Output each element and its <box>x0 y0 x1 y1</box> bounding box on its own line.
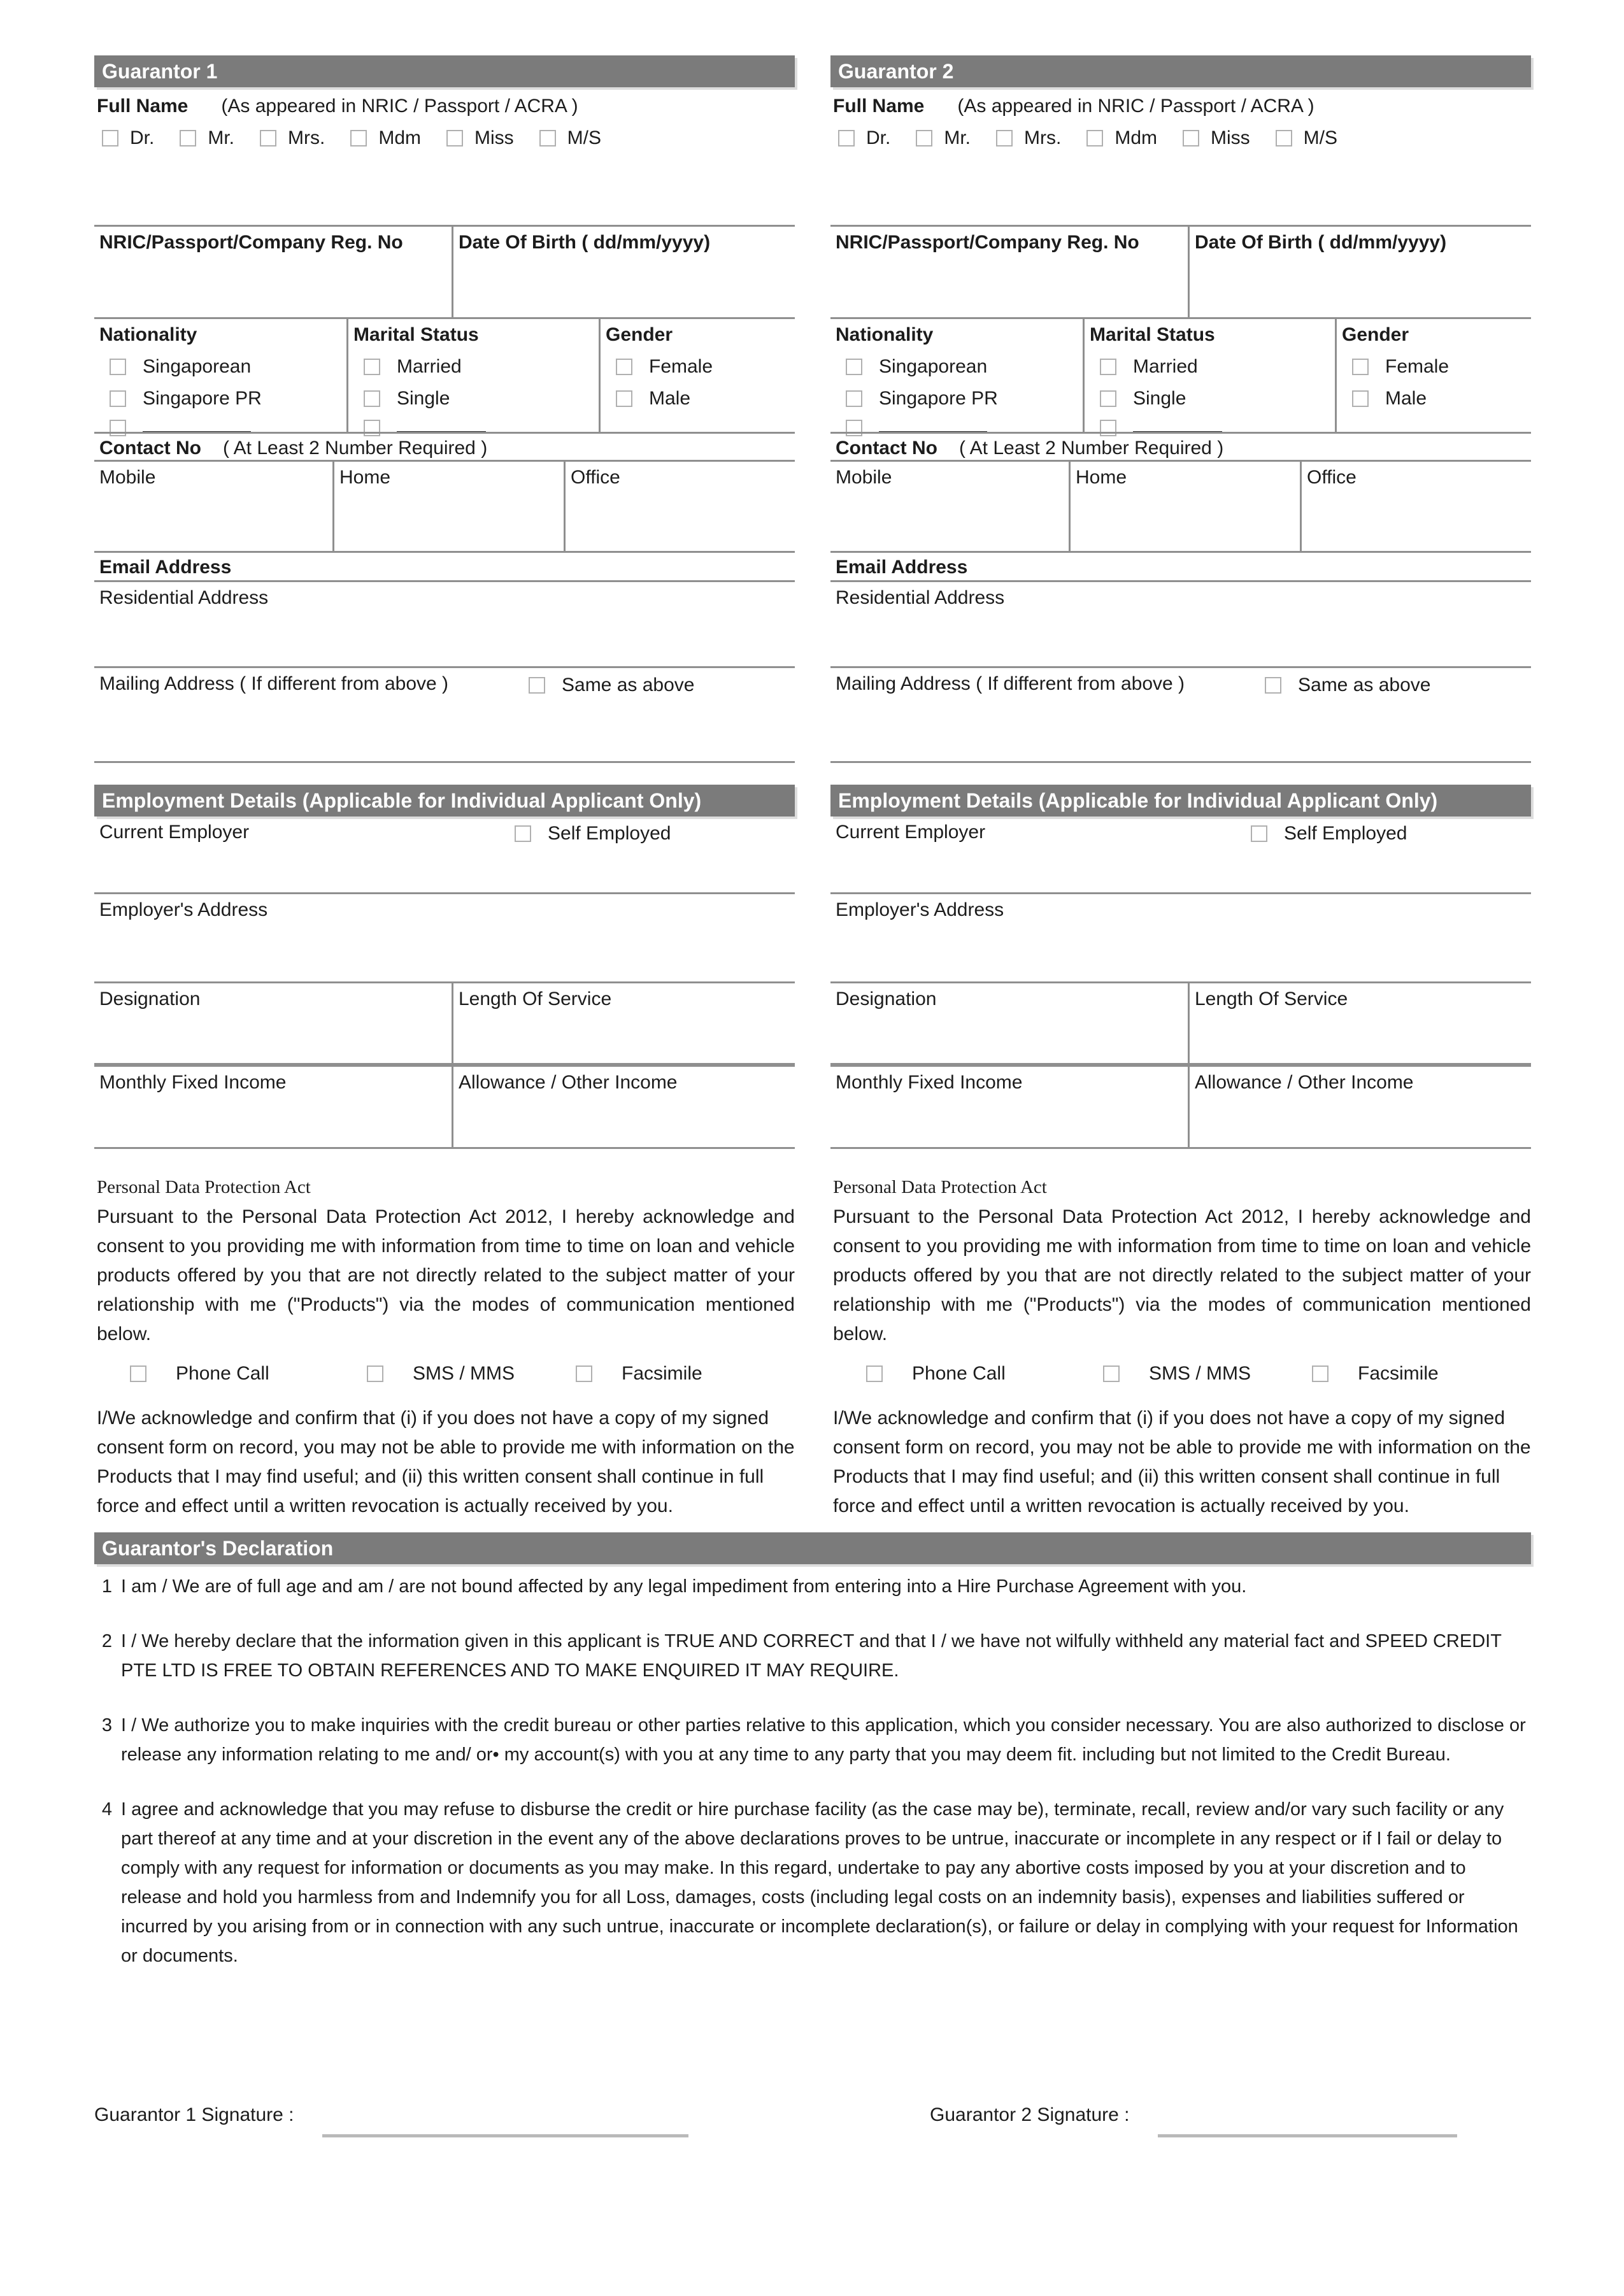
employer-address-input-area[interactable] <box>94 894 795 983</box>
current-employer-input-area[interactable] <box>830 816 1531 894</box>
gender-label: Gender <box>606 324 673 345</box>
title-mrs-label: Mrs. <box>288 127 325 148</box>
marital-married-label: Married <box>397 356 462 377</box>
title-dr-label: Dr. <box>130 127 155 148</box>
dob-label: Date Of Birth ( dd/mm/yyyy) <box>459 232 711 253</box>
sms-mms-checkbox[interactable] <box>1103 1365 1120 1382</box>
length-of-service-input-area[interactable] <box>1188 983 1531 1063</box>
nric-input-area[interactable] <box>830 227 1188 317</box>
gender-cell <box>1335 319 1531 432</box>
phone-call-label: Phone Call <box>912 1363 1006 1384</box>
contact-no-hint: ( At Least 2 Number Required ) <box>959 438 1224 459</box>
pdpa-paragraph-1: Pursuant to the Personal Data Protection Act 2012, I hereby acknowledge and consent to you providing me with information from time to time on loan and vehicle products offered by you that are not directly related to the subject matter of your relationship with me ("Products") via the modes of communication mentioned below. <box>97 1206 795 1344</box>
guarantor-1-signature-block <box>94 2104 813 2126</box>
marital-single-checkbox[interactable] <box>1100 390 1116 407</box>
guarantor-2-signature-block <box>813 2104 1531 2126</box>
title-mr-label: Mr. <box>944 127 971 148</box>
facsimile-checkbox[interactable] <box>576 1365 592 1382</box>
length-of-service-label: Length Of Service <box>459 988 612 1009</box>
title-mrs-checkbox[interactable] <box>996 130 1013 146</box>
nationality-pr-checkbox[interactable] <box>846 390 862 407</box>
mobile-label: Mobile <box>836 467 892 488</box>
full-name-input-area[interactable] <box>94 155 795 225</box>
mailing-address-input-area[interactable] <box>830 666 1531 763</box>
designation-label: Designation <box>836 988 937 1009</box>
pdpa-paragraph-2: I/We acknowledge and confirm that (i) if you does not have a copy of my signed consent form on record, you may not be able to provide me with information on the Products that I may find useful; and (ii) this written consent shall continue in full force and effect until a written revocation is actually received by you. <box>97 1408 795 1516</box>
title-options-row <box>94 122 795 155</box>
residential-address-label: Residential Address <box>99 587 269 608</box>
nationality-singaporean-label: Singaporean <box>879 356 988 377</box>
guarantor-1-header: Guarantor 1 <box>94 55 795 87</box>
current-employer-input-area[interactable] <box>94 816 795 894</box>
length-of-service-input-area[interactable] <box>452 983 795 1063</box>
title-mr-checkbox[interactable] <box>916 130 932 146</box>
title-mdm-checkbox[interactable] <box>350 130 367 146</box>
full-name-input-area[interactable] <box>830 155 1531 225</box>
marital-married-label: Married <box>1133 356 1198 377</box>
current-employer-label: Current Employer <box>836 822 986 843</box>
guarantor-2-header: Guarantor 2 <box>830 55 1531 87</box>
title-mdm-checkbox[interactable] <box>1086 130 1103 146</box>
office-input-area[interactable] <box>1300 462 1531 551</box>
marital-status-label: Marital Status <box>1090 324 1215 345</box>
title-miss-checkbox[interactable] <box>446 130 463 146</box>
declaration-item-number: 1 <box>101 1576 112 1597</box>
pdpa-channels-row <box>830 1360 1531 1387</box>
designation-input-area[interactable] <box>830 983 1188 1063</box>
monthly-income-label: Monthly Fixed Income <box>836 1072 1023 1093</box>
marital-married-checkbox[interactable] <box>364 359 380 375</box>
nric-input-area[interactable] <box>94 227 452 317</box>
self-employed-label: Self Employed <box>548 823 671 844</box>
mailing-address-input-area[interactable] <box>94 666 795 763</box>
title-mdm-label: Mdm <box>1115 127 1158 148</box>
title-miss-checkbox[interactable] <box>1183 130 1199 146</box>
full-name-label: Full Name <box>833 96 925 117</box>
declaration-section <box>94 1532 1531 1971</box>
declaration-item <box>94 1795 1531 1971</box>
home-label: Home <box>1076 467 1127 488</box>
designation-label: Designation <box>99 988 201 1009</box>
office-input-area[interactable] <box>564 462 795 551</box>
title-miss-label: Miss <box>1211 127 1250 148</box>
monthly-income-input-area[interactable] <box>94 1067 452 1147</box>
title-dr-label: Dr. <box>866 127 891 148</box>
residential-address-input-area[interactable] <box>94 580 795 666</box>
facsimile-label: Facsimile <box>1358 1363 1439 1384</box>
gender-female-checkbox[interactable] <box>616 359 632 375</box>
marital-status-label: Marital Status <box>353 324 479 345</box>
gender-female-checkbox[interactable] <box>1352 359 1369 375</box>
nationality-singaporean-checkbox[interactable] <box>846 359 862 375</box>
nric-label: NRIC/Passport/Company Reg. No <box>836 232 1139 253</box>
employer-address-label: Employer's Address <box>99 899 268 920</box>
sms-mms-checkbox[interactable] <box>367 1365 383 1382</box>
sms-mms-label: SMS / MMS <box>1149 1363 1251 1384</box>
declaration-item-number: 3 <box>101 1715 112 1736</box>
gender-label: Gender <box>1342 324 1409 345</box>
same-as-above-label: Same as above <box>562 674 695 695</box>
guarantor-2-signature-line[interactable] <box>1158 2134 1457 2137</box>
nationality-singaporean-label: Singaporean <box>143 356 252 377</box>
title-miss-label: Miss <box>474 127 514 148</box>
nationality-pr-checkbox[interactable] <box>110 390 126 407</box>
designation-input-area[interactable] <box>94 983 452 1063</box>
title-mr-checkbox[interactable] <box>180 130 196 146</box>
title-ms-checkbox[interactable] <box>539 130 556 146</box>
full-name-hint: (As appeared in NRIC / Passport / ACRA ) <box>957 96 1314 117</box>
nationality-label: Nationality <box>836 324 934 345</box>
guarantor-1-signature-label: Guarantor 1 Signature : <box>94 2104 294 2125</box>
nationality-singaporean-checkbox[interactable] <box>110 359 126 375</box>
contact-no-hint: ( At Least 2 Number Required ) <box>223 438 488 459</box>
sms-mms-label: SMS / MMS <box>413 1363 515 1384</box>
gender-female-label: Female <box>649 356 713 377</box>
contact-no-label: Contact No <box>836 438 937 459</box>
declaration-item <box>94 1627 1531 1685</box>
allowance-input-area[interactable] <box>452 1067 795 1147</box>
title-mrs-label: Mrs. <box>1024 127 1062 148</box>
pdpa-channels-row <box>94 1360 795 1387</box>
mobile-input-area[interactable] <box>830 462 1069 551</box>
title-mdm-label: Mdm <box>378 127 422 148</box>
mobile-input-area[interactable] <box>94 462 332 551</box>
phone-call-label: Phone Call <box>176 1363 269 1384</box>
allowance-label: Allowance / Other Income <box>459 1072 678 1093</box>
guarantor-1-signature-line[interactable] <box>322 2134 688 2137</box>
office-label: Office <box>571 467 620 488</box>
title-dr-checkbox[interactable] <box>838 130 855 146</box>
title-ms-label: M/S <box>1303 127 1338 148</box>
marital-single-label: Single <box>397 388 450 409</box>
dob-input-area[interactable] <box>1188 227 1531 317</box>
email-label: Email Address <box>99 557 232 578</box>
home-input-area[interactable] <box>332 462 564 551</box>
same-as-above-checkbox[interactable] <box>529 677 545 694</box>
nationality-label: Nationality <box>99 324 197 345</box>
self-employed-label: Self Employed <box>1284 823 1407 844</box>
pdpa-title: Personal Data Protection Act <box>97 1177 311 1197</box>
facsimile-checkbox[interactable] <box>1312 1365 1328 1382</box>
declaration-item-number: 4 <box>101 1799 112 1820</box>
email-input-area[interactable] <box>94 551 795 580</box>
mailing-address-label: Mailing Address ( If different from above ) <box>836 673 1185 694</box>
dob-input-area[interactable] <box>452 227 795 317</box>
signature-row <box>94 2104 1531 2126</box>
same-as-above-checkbox[interactable] <box>1265 677 1281 694</box>
nationality-pr-label: Singapore PR <box>143 388 262 409</box>
gender-female-label: Female <box>1385 356 1449 377</box>
employment-details-header: Employment Details (Applicable for Individual Applicant Only) <box>94 785 795 816</box>
title-mr-label: Mr. <box>208 127 235 148</box>
gender-male-checkbox[interactable] <box>1352 390 1369 407</box>
allowance-label: Allowance / Other Income <box>1195 1072 1414 1093</box>
home-input-area[interactable] <box>1069 462 1300 551</box>
length-of-service-label: Length Of Service <box>1195 988 1348 1009</box>
declaration-item <box>94 1572 1531 1601</box>
residential-address-label: Residential Address <box>836 587 1005 608</box>
nric-label: NRIC/Passport/Company Reg. No <box>99 232 403 253</box>
contact-no-label: Contact No <box>99 438 201 459</box>
gender-cell <box>599 319 795 432</box>
phone-call-checkbox[interactable] <box>130 1365 146 1382</box>
marital-single-checkbox[interactable] <box>364 390 380 407</box>
title-ms-label: M/S <box>567 127 602 148</box>
same-as-above-label: Same as above <box>1298 674 1431 695</box>
pdpa-paragraph-1: Pursuant to the Personal Data Protection Act 2012, I hereby acknowledge and consent to you providing me with information from time to time on loan and vehicle products offered by you that are not directly related to the subject matter of your relationship with me ("Products") via the modes of communication mentioned below. <box>833 1206 1531 1344</box>
self-employed-checkbox[interactable] <box>1251 825 1267 842</box>
declaration-item-number: 2 <box>101 1631 112 1651</box>
declaration-item <box>94 1711 1531 1769</box>
mobile-label: Mobile <box>99 467 156 488</box>
nationality-cell <box>830 319 1083 432</box>
pdpa-paragraph-2: I/We acknowledge and confirm that (i) if you does not have a copy of my signed consent form on record, you may not be able to provide me with information on the Products that I may find useful; and (ii) this written consent shall continue in full force and effect until a written revocation is actually received by you. <box>833 1408 1531 1516</box>
mailing-address-label: Mailing Address ( If different from above ) <box>99 673 449 694</box>
nationality-pr-label: Singapore PR <box>879 388 998 409</box>
nationality-cell <box>94 319 346 432</box>
full-name-label: Full Name <box>97 96 189 117</box>
declaration-item-text: I / We hereby declare that the information given in this applicant is TRUE AND CORRECT and that I / we have not wilfully withheld any material fact and SPEED CREDIT PTE LTD IS FREE TO OBTAIN REFERENCES AND TO MAKE ENQUIRED IT MAY REQUIRE. <box>121 1631 1502 1681</box>
residential-address-input-area[interactable] <box>830 580 1531 666</box>
current-employer-label: Current Employer <box>99 822 250 843</box>
title-mrs-checkbox[interactable] <box>260 130 276 146</box>
marital-single-label: Single <box>1133 388 1186 409</box>
email-input-area[interactable] <box>830 551 1531 580</box>
guarantor-2-column <box>830 55 1531 1521</box>
marital-status-cell <box>346 319 599 432</box>
email-label: Email Address <box>836 557 968 578</box>
employer-address-label: Employer's Address <box>836 899 1004 920</box>
gender-male-label: Male <box>1385 388 1427 409</box>
allowance-input-area[interactable] <box>1188 1067 1531 1147</box>
self-employed-checkbox[interactable] <box>515 825 531 842</box>
declaration-item-text: I am / We are of full age and am / are not bound affected by any legal impediment from entering into a Hire Purchase Agreement with you. <box>121 1576 1247 1597</box>
title-dr-checkbox[interactable] <box>102 130 118 146</box>
phone-call-checkbox[interactable] <box>866 1365 883 1382</box>
title-ms-checkbox[interactable] <box>1276 130 1292 146</box>
office-label: Office <box>1307 467 1357 488</box>
guarantor-1-column <box>94 55 795 1521</box>
guarantor-2-signature-label: Guarantor 2 Signature : <box>930 2104 1130 2125</box>
dob-label: Date Of Birth ( dd/mm/yyyy) <box>1195 232 1447 253</box>
declaration-item-text: I agree and acknowledge that you may refuse to disburse the credit or hire purchase facility (as the case may be), terminate, recall, review and/or vary such facility or any part thereof at any time and at your discretion in the event any of the above declarations proves to be untrue, inaccurate or incomplete in any respect or if I fail or delay to comply with any request for information or documents as you may make. In this regard, undertake to pay any abortive costs imposed by you at your discretion and to release and hold you harmless from and Indemnify you for all Loss, damages, costs (including legal costs on an indemnity basis), expenses and liabilities suffered or incurred by you arising from or in connection with any such untrue, inaccurate or incomplete declaration(s), or failure or delay in complying with your request for Information or documents. <box>121 1799 1518 1966</box>
gender-male-label: Male <box>649 388 691 409</box>
full-name-hint: (As appeared in NRIC / Passport / ACRA ) <box>221 96 578 117</box>
declaration-header: Guarantor's Declaration <box>94 1532 1531 1564</box>
employment-details-header: Employment Details (Applicable for Individual Applicant Only) <box>830 785 1531 816</box>
monthly-income-input-area[interactable] <box>830 1067 1188 1147</box>
facsimile-label: Facsimile <box>622 1363 702 1384</box>
pdpa-title: Personal Data Protection Act <box>833 1177 1047 1197</box>
home-label: Home <box>339 467 391 488</box>
monthly-income-label: Monthly Fixed Income <box>99 1072 287 1093</box>
title-options-row <box>830 122 1531 155</box>
declaration-item-text: I / We authorize you to make inquiries with the credit bureau or other parties relative to this application, which you consider necessary. You are also authorized to disclose or release any information relating to me and/ or• my account(s) with you at any time to any party that you may deem fit. including but not limited to the Credit Bureau. <box>121 1715 1526 1765</box>
gender-male-checkbox[interactable] <box>616 390 632 407</box>
marital-status-cell <box>1083 319 1335 432</box>
marital-married-checkbox[interactable] <box>1100 359 1116 375</box>
employer-address-input-area[interactable] <box>830 894 1531 983</box>
